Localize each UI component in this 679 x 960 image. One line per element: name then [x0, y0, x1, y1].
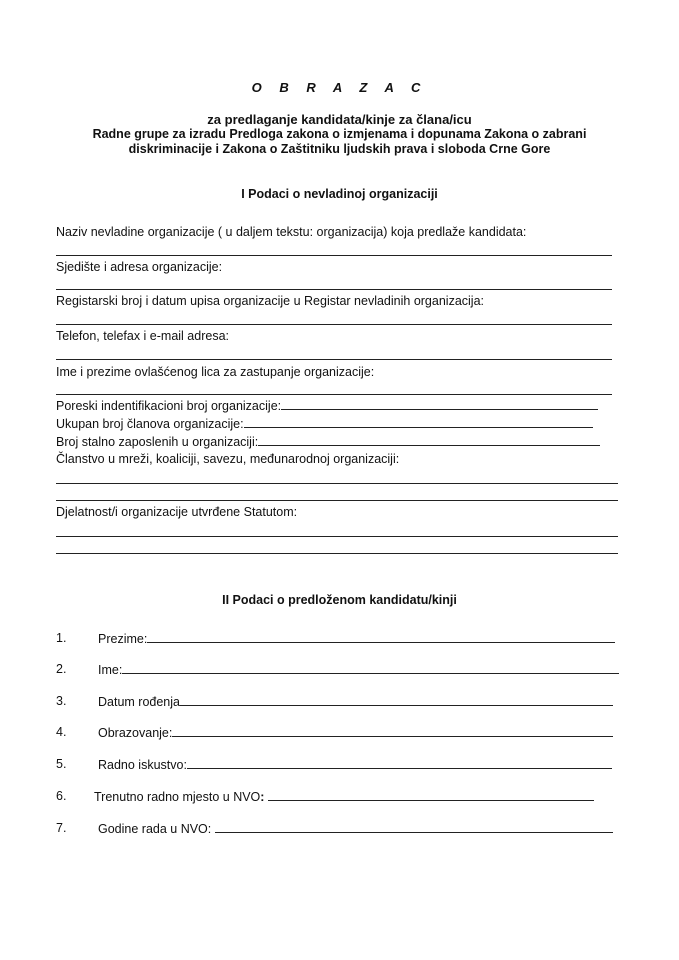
item-radno-iskustvo	[56, 757, 622, 773]
telefon-label: Telefon, telefax i e-mail adresa:	[56, 329, 230, 343]
poreski-label: Poreski indentifikacioni broj organizacije:	[56, 399, 282, 413]
item-label: Ime:	[98, 663, 123, 677]
item-label-colon: :	[260, 790, 265, 804]
registar-label: Registarski broj i datum upisa organizacije u Registar nevladinih organizacija:	[56, 294, 484, 308]
item-number: 2.	[56, 662, 67, 676]
form-subtitle: za predlaganje kandidata/kinje za člana/icu	[207, 112, 472, 127]
section1-heading: I Podaci o nevladinoj organizaciji	[241, 187, 438, 201]
item-label: Obrazovanje:	[98, 726, 173, 740]
sjediste-label: Sjedište i adresa organizacije:	[56, 260, 223, 274]
telefon-field[interactable]	[56, 359, 612, 360]
form-title: O B R A Z A C	[251, 80, 428, 95]
poreski-row	[56, 398, 598, 413]
clanstvo-label: Članstvo u mreži, koaliciji, savezu, međunarodnoj organizaciji:	[56, 452, 400, 466]
godine-rada-field[interactable]	[215, 821, 613, 833]
item-prezime	[56, 631, 622, 647]
clanstvo-field-1[interactable]	[56, 483, 618, 484]
ovlasceno-field[interactable]	[56, 394, 612, 395]
ime-field[interactable]	[122, 662, 619, 674]
item-label: Radno iskustvo:	[98, 758, 187, 772]
naziv-field[interactable]	[56, 255, 612, 256]
item-ime	[56, 662, 622, 678]
clanova-row	[56, 416, 593, 431]
djelatnost-field-1[interactable]	[56, 536, 618, 537]
item-radno-mjesto	[56, 789, 622, 805]
item-label: Trenutno radno mjesto u NVO	[94, 790, 261, 804]
radno-mjesto-field[interactable]	[268, 789, 594, 801]
zaposlenih-row	[56, 434, 600, 449]
djelatnost-label: Djelatnost/i organizacije utvrđene Statutom:	[56, 505, 298, 519]
sjediste-field[interactable]	[56, 289, 612, 290]
item-label: Prezime:	[98, 632, 148, 646]
item-number: 5.	[56, 757, 67, 771]
zaposlenih-field[interactable]	[258, 434, 600, 446]
item-label: Datum rođenja	[98, 695, 180, 709]
form-subtitle-line3: diskriminacije i Zakona o Zaštitniku ljudskih prava i sloboda Crne Gore	[128, 142, 551, 156]
naziv-label: Naziv nevladine organizacije ( u daljem tekstu: organizacija) koja predlaže kandidata:	[56, 225, 527, 239]
ovlasceno-label: Ime i prezime ovlašćenog lica za zastupanje organizacije:	[56, 365, 375, 379]
poreski-field[interactable]	[281, 398, 598, 410]
datum-rodjenja-field[interactable]	[180, 694, 613, 706]
clanova-field[interactable]	[244, 416, 593, 428]
item-number: 1.	[56, 631, 67, 645]
item-godine-rada	[56, 821, 622, 837]
registar-field[interactable]	[56, 324, 612, 325]
item-datum-rodjenja	[56, 694, 622, 710]
item-obrazovanje	[56, 725, 622, 741]
item-label: Godine rada u NVO:	[98, 822, 212, 836]
radno-iskustvo-field[interactable]	[187, 757, 612, 769]
zaposlenih-label: Broj stalno zaposlenih u organizaciji:	[56, 435, 259, 449]
djelatnost-field-2[interactable]	[56, 553, 618, 554]
clanstvo-field-2[interactable]	[56, 500, 618, 501]
item-number: 6.	[56, 789, 67, 803]
obrazovanje-field[interactable]	[172, 725, 613, 737]
item-number: 7.	[56, 821, 67, 835]
section2-heading: II Podaci o predloženom kandidatu/kinji	[222, 593, 457, 607]
prezime-field[interactable]	[147, 631, 615, 643]
form-subtitle-line2: Radne grupe za izradu Predloga zakona o izmjenama i dopunama Zakona o zabrani	[92, 127, 587, 141]
item-number: 4.	[56, 725, 67, 739]
item-number: 3.	[56, 694, 67, 708]
clanova-label: Ukupan broj članova organizacije:	[56, 417, 244, 431]
